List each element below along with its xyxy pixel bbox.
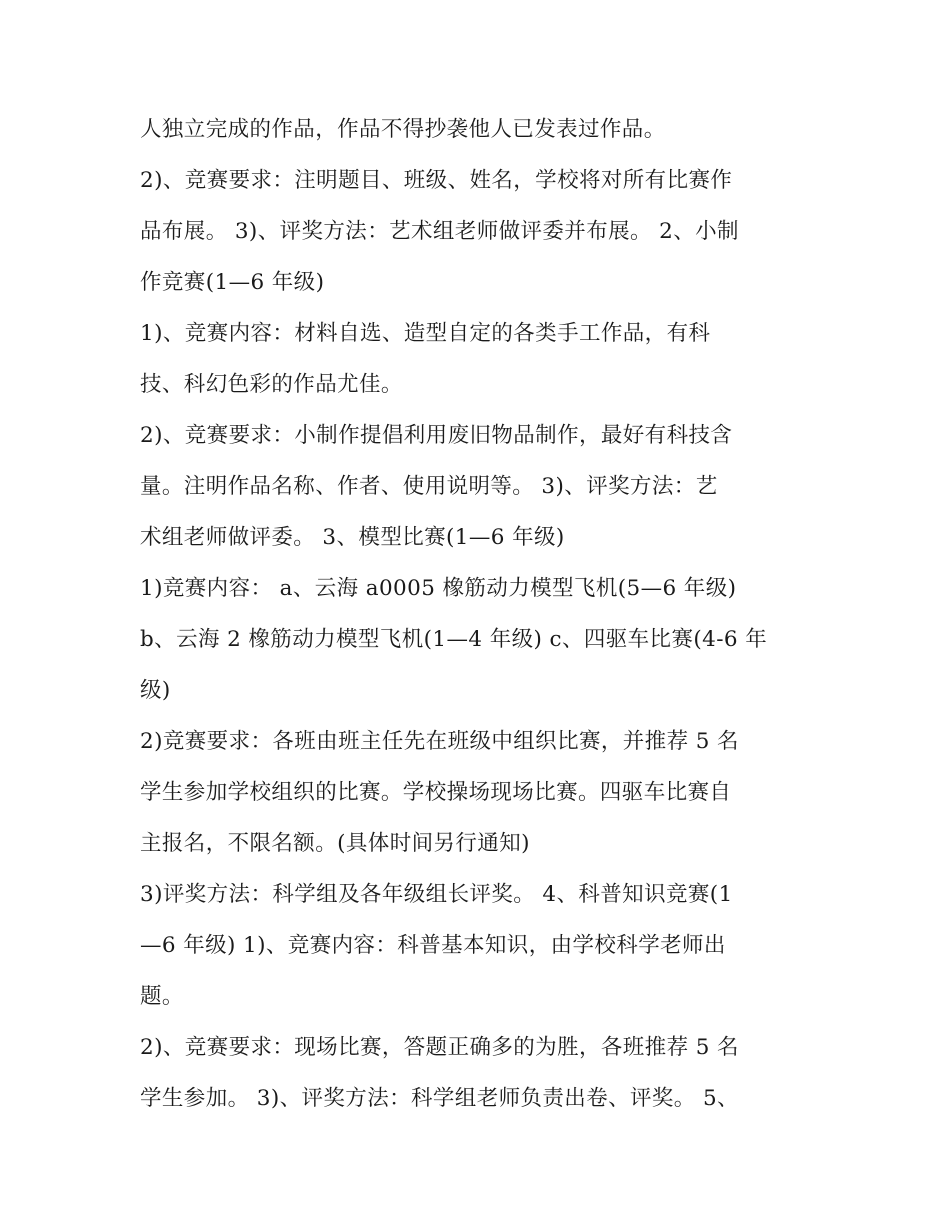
text-line: 级) (140, 678, 171, 703)
text-line: 题。 (140, 984, 184, 1009)
text-line: 技、科幻色彩的作品尤佳。 (140, 372, 403, 397)
document-body (140, 104, 820, 1124)
text-line: 主报名，不限名额。(具体时间另行通知) (140, 831, 530, 856)
text-line: —6 年级) 1)、竞赛内容：科普基本知识，由学校科学老师出 (140, 933, 726, 958)
text-line: 学生参加学校组织的比赛。学校操场现场比赛。四驱车比赛自 (140, 780, 732, 805)
text-line: 2)、竞赛要求：现场比赛，答题正确多的为胜，各班推荐 5 名 (140, 1035, 739, 1060)
text-line: 2)竞赛要求：各班由班主任先在班级中组织比赛，并推荐 5 名 (140, 729, 739, 754)
text-line: 3)评奖方法：科学组及各年级组长评奖。 4、科普知识竞赛(1 (140, 882, 733, 907)
text-line: 量。注明作品名称、作者、使用说明等。 3)、评奖方法：艺 (140, 474, 718, 499)
text-line: 术组老师做评委。 3、模型比赛(1—6 年级) (140, 525, 565, 550)
text-line: 品布展。 3)、评奖方法：艺术组老师做评委并布展。 2、小制 (140, 219, 739, 244)
text-line: 作竞赛(1—6 年级) (140, 270, 325, 295)
text-line: 学生参加。 3)、评奖方法：科学组老师负责出卷、评奖。 5、 (140, 1086, 739, 1111)
text-line: 1)、竞赛内容：材料自选、造型自定的各类手工作品，有科 (140, 321, 711, 346)
text-line: 2)、竞赛要求：注明题目、班级、姓名，学校将对所有比赛作 (140, 168, 733, 193)
text-line: 2)、竞赛要求：小制作提倡利用废旧物品制作，最好有科技含 (140, 423, 733, 448)
text-line: 1)竞赛内容： a、云海 a0005 橡筋动力模型飞机(5—6 年级) (140, 576, 737, 601)
text-line: 人独立完成的作品，作品不得抄袭他人已发表过作品。 (140, 117, 666, 142)
text-line: b、云海 2 橡筋动力模型飞机(1—4 年级) c、四驱车比赛(4-6 年 (140, 627, 768, 652)
